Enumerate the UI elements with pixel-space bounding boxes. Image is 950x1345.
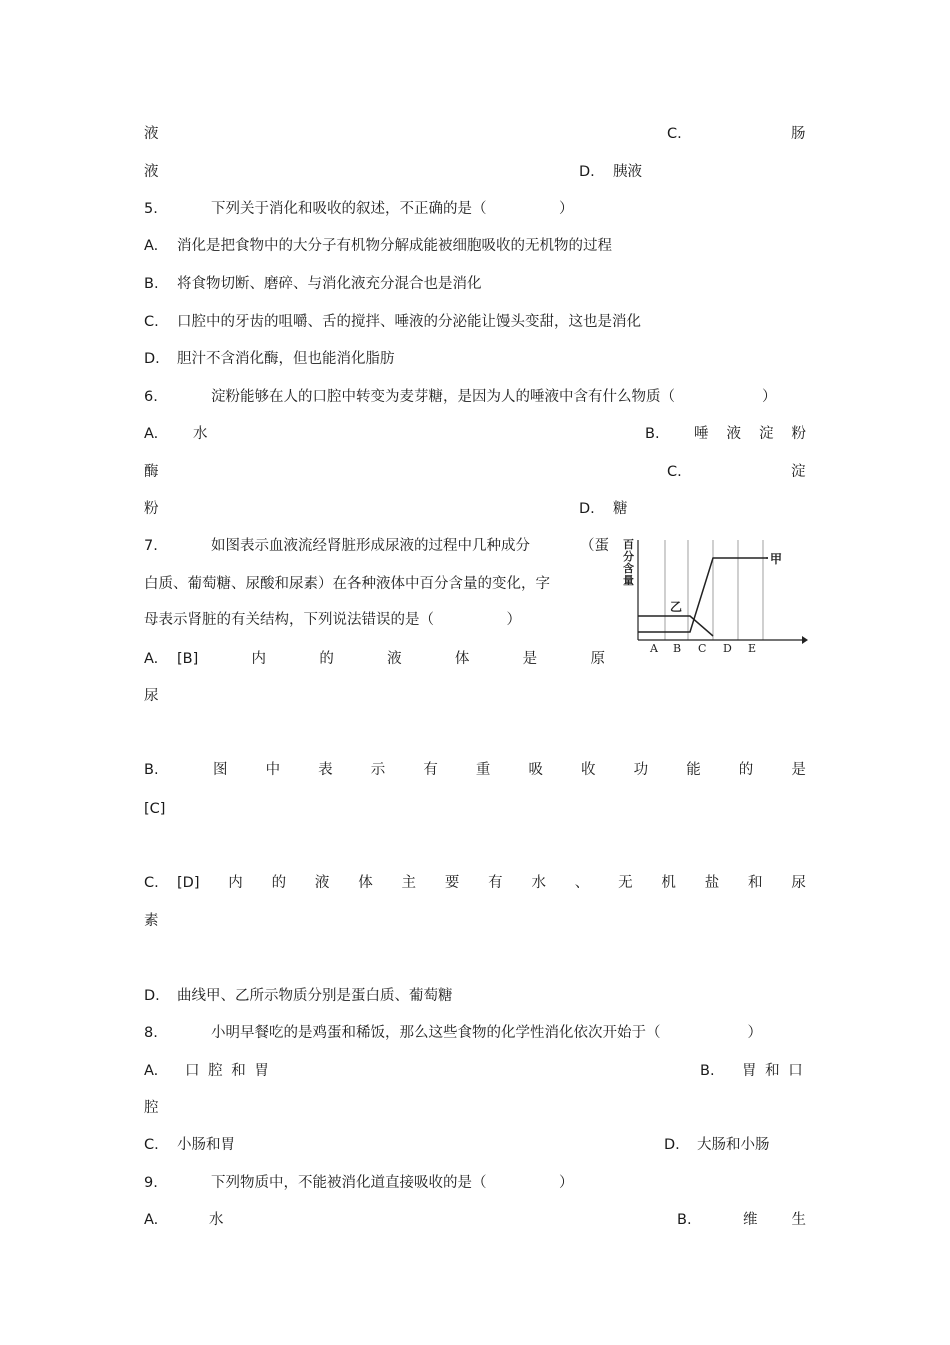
q4-option-d-text: 胰液 — [613, 164, 642, 180]
q6-line3-left: 粉 — [144, 501, 159, 517]
q6-option-b-char: 淀 — [759, 426, 774, 442]
q7-c-part: [D] — [177, 875, 200, 891]
q7-b-part: 吸 — [528, 762, 543, 778]
q4-option-c-label: C. — [667, 126, 682, 142]
figure-ylabel — [623, 537, 634, 587]
q8-option-c-label: C. — [144, 1137, 159, 1153]
q7-a-part: 原 — [590, 651, 605, 667]
q7-option-d-label: D. — [144, 988, 160, 1004]
q7-c-part: 的 — [271, 875, 287, 891]
q7-b-part: 中 — [265, 762, 281, 778]
q9-option-a-label: A. — [144, 1212, 159, 1228]
q7-stem-line1-tail: （蛋 — [580, 538, 609, 554]
tick-label: C — [698, 642, 707, 655]
q7-option-b-text — [213, 760, 806, 780]
q5-option-a-text: 消化是把食物中的大分子有机物分解成能被细胞吸收的无机物的过程 — [177, 238, 612, 254]
q7-number: 7. — [144, 538, 158, 554]
q4-option-d-label: D. — [579, 164, 595, 180]
q8-option-b-tail: 腔 — [144, 1100, 159, 1116]
q6-option-d-text: 糖 — [613, 501, 628, 517]
q6-option-b-char: 唾 — [694, 426, 709, 442]
q6-stem: 淀粉能够在人的口腔中转变为麦芽糖，是因为人的唾液中含有什么物质（ ） — [211, 389, 777, 405]
q7-option-b-tail: [C] — [144, 801, 166, 817]
q4-line1-left: 液 — [144, 126, 159, 142]
q8-number: 8. — [144, 1025, 158, 1041]
q7-c-part: 有 — [488, 875, 503, 891]
q7-b-part: 功 — [633, 762, 649, 778]
q7-stem-line1: 如图表示血液流经肾脏形成尿液的过程中几种成分 — [211, 538, 530, 554]
q5-option-a-label: A. — [144, 238, 159, 254]
q8-stem: 小明早餐吃的是鸡蛋和稀饭，那么这些食物的化学性消化依次开始于（ ） — [211, 1025, 762, 1041]
q6-option-b-char: 粉 — [791, 426, 806, 442]
q7-b-part: 示 — [370, 762, 386, 778]
q5-option-d-text: 胆汁不含消化酶，但也能消化脂肪 — [177, 351, 395, 367]
q9-number: 9. — [144, 1175, 158, 1191]
figure-ylabel-char: 分 — [623, 550, 634, 563]
q7-c-part: 内 — [228, 875, 243, 891]
q6-option-d-label: D. — [579, 501, 595, 517]
q7-b-part: 是 — [791, 762, 806, 778]
q7-kidney-figure — [618, 530, 808, 658]
q7-option-c-label: C. — [144, 875, 159, 891]
q7-option-c-text — [177, 873, 806, 893]
q7-c-part: 水 — [531, 875, 546, 891]
tick-label: E — [748, 642, 757, 655]
tick-label: D — [723, 642, 732, 655]
q6-line2-left: 酶 — [144, 464, 159, 480]
q7-c-part: 尿 — [791, 875, 806, 891]
tick-label: A — [650, 642, 658, 655]
q4-option-c-word: 肠 — [791, 126, 806, 142]
q7-stem-line3: 母表示肾脏的有关结构，下列说法错误的是（ ） — [144, 612, 521, 628]
q4-line2-left: 液 — [144, 164, 159, 180]
q7-c-part: 体 — [358, 875, 373, 891]
q7-b-part: 能 — [686, 762, 701, 778]
q9-option-a-text: 水 — [209, 1212, 224, 1228]
q8-option-a-text: 口 腔 和 胃 — [185, 1063, 269, 1079]
q7-b-part: 有 — [423, 762, 438, 778]
curve-jia-label: 甲 — [770, 552, 783, 566]
q7-stem-line2: 白质、葡萄糖、尿酸和尿素）在各种液体中百分含量的变化，字 — [144, 576, 550, 592]
q7-b-part: 的 — [738, 762, 754, 778]
q6-option-a-text: 水 — [193, 426, 208, 442]
q7-b-part: 表 — [318, 762, 333, 778]
q7-c-part: 主 — [401, 875, 417, 891]
q8-option-c-text: 小肠和胃 — [177, 1137, 235, 1153]
q8-option-d-label: D. — [664, 1137, 680, 1153]
q8-option-a-label: A. — [144, 1063, 159, 1079]
q7-option-c-tail: 素 — [144, 913, 159, 929]
curve-yi-label: 乙 — [670, 600, 683, 614]
q7-c-part: 、 — [574, 875, 590, 891]
q8-option-b-text: 胃 和 口 — [742, 1063, 803, 1079]
q9-option-b-label: B. — [677, 1212, 692, 1228]
q8-option-d-text: 大肠和小肠 — [697, 1137, 770, 1153]
q9-option-b-text — [743, 1210, 806, 1230]
figure-ylabel-char: 百 — [623, 538, 634, 551]
q7-b-part: 重 — [475, 762, 491, 778]
q7-a-part: 体 — [454, 651, 470, 667]
q7-c-part: 和 — [748, 875, 763, 891]
q7-a-part: 的 — [319, 651, 334, 667]
q6-option-b-text — [694, 424, 806, 444]
figure-ylabel-char: 含 — [623, 562, 634, 575]
q5-stem: 下列关于消化和吸收的叙述，不正确的是（ ） — [211, 201, 574, 217]
q6-option-c-word: 淀 — [791, 464, 806, 480]
q7-c-part: 盐 — [704, 875, 720, 891]
q7-a-part: [B] — [177, 651, 199, 667]
q7-option-a-text — [177, 649, 605, 669]
q7-option-d-text: 曲线甲、乙所示物质分别是蛋白质、葡萄糖 — [177, 988, 453, 1004]
q7-c-part: 要 — [444, 875, 460, 891]
q7-b-part: 图 — [213, 762, 228, 778]
q6-option-a-label: A. — [144, 426, 159, 442]
q7-a-part: 液 — [387, 651, 402, 667]
q5-option-c-label: C. — [144, 314, 159, 330]
q7-c-part: 机 — [661, 875, 676, 891]
q8-option-b-label: B. — [700, 1063, 715, 1079]
q6-option-c-label: C. — [667, 464, 682, 480]
q9-option-b-char: 生 — [791, 1212, 806, 1228]
q7-option-a-tail: 尿 — [144, 688, 159, 704]
q5-option-c-text: 口腔中的牙齿的咀嚼、舌的搅拌、唾液的分泌能让馒头变甜，这也是消化 — [177, 314, 641, 330]
q5-option-d-label: D. — [144, 351, 160, 367]
q7-a-part: 内 — [251, 651, 267, 667]
q5-option-b-text: 将食物切断、磨碎、与消化液充分混合也是消化 — [177, 276, 482, 292]
q7-c-part: 液 — [314, 875, 330, 891]
q6-option-b-char: 液 — [726, 426, 741, 442]
q7-c-part: 无 — [618, 875, 633, 891]
q6-number: 6. — [144, 389, 158, 405]
q7-a-part: 是 — [522, 651, 538, 667]
figure-ylabel-char: 量 — [623, 574, 634, 587]
q7-option-a-label: A. — [144, 651, 159, 667]
q5-option-b-label: B. — [144, 276, 159, 292]
q9-option-b-char: 维 — [743, 1212, 758, 1228]
q5-number: 5. — [144, 201, 158, 217]
q7-option-b-label: B. — [144, 762, 159, 778]
tick-label: B — [673, 642, 682, 655]
q9-stem: 下列物质中，不能被消化道直接吸收的是（ ） — [211, 1175, 574, 1191]
q6-option-b-label: B. — [645, 426, 660, 442]
q7-b-part: 收 — [581, 762, 596, 778]
